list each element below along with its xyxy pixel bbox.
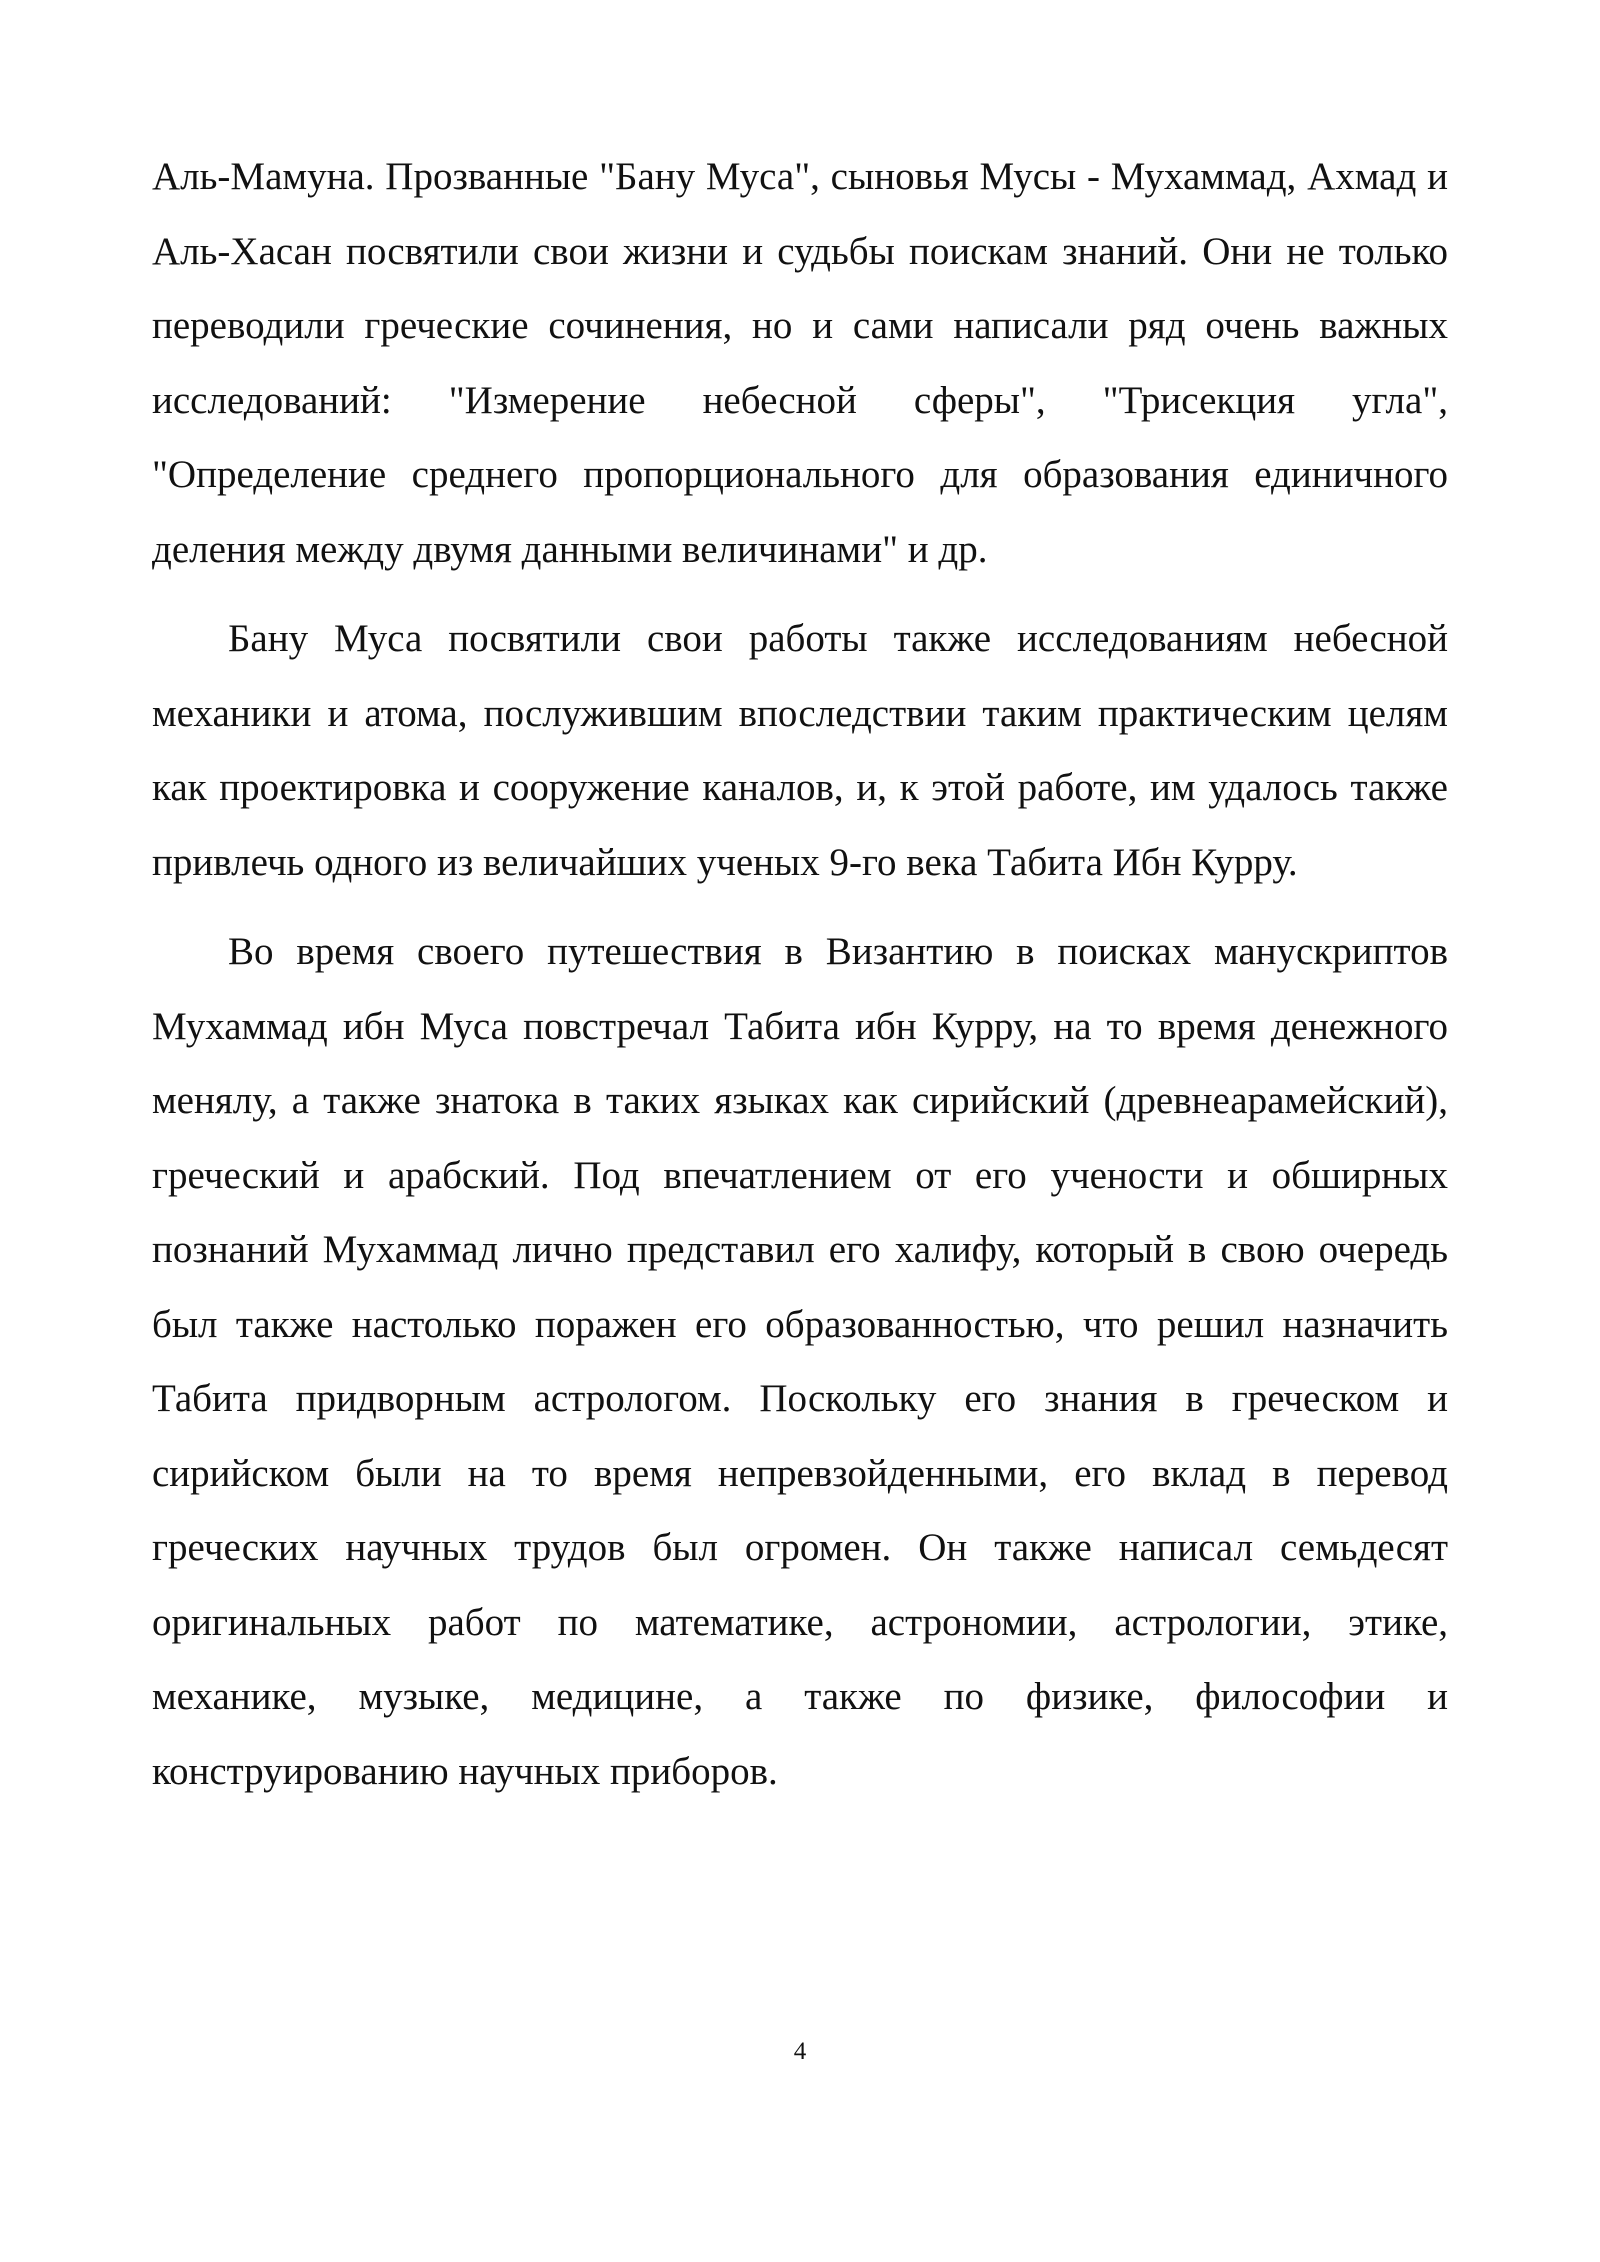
paragraph-2: Бану Муса посвятили свои работы также исследованиям небесной механики и атома, послужившим впоследствии таким практическим целям как проектировка и сооружение каналов, и, к этой работе, им удалось также привлечь одного из величайших ученых 9-го века Табита Ибн Курру. xyxy=(152,617,1448,884)
paragraph-1: Аль-Мамуна. Прозванные "Бану Муса", сыновья Мусы - Мухаммад, Ахмад и Аль-Хасан посвятили свои жизни и судьбы поискам знаний. Они не только переводили греческие сочинения, но и сами написали ряд очень важных исследований: "Измерение небесной сферы", "Трисекция угла", "Определение среднего пропорционального для образования единичного деления между двумя данными величинами" и др. xyxy=(152,155,1448,571)
paragraph-3: Во время своего путешествия в Византию в поисках манускриптов Мухаммад ибн Муса повстречал Табита ибн Курру, на то время денежного менялу, а также знатока в таких языках как сирийский (древнеарамейский), греческий и арабский. Под впечатлением от его учености и обширных познаний Мухаммад лично представил его халифу, который в свою очередь был также настолько поражен его образованностью, что решил назначить Табита придворным астрологом. Поскольку его знания в греческом и сирийском были на то время непревзойденными, его вклад в перевод греческих научных трудов был огромен. Он также написал семьдесят оригинальных работ по математике, астрономии, астрологии, этике, механике, музыке, медицине, а также по физике, философии и конструированию научных приборов. xyxy=(152,930,1448,1793)
text-body xyxy=(152,140,1448,1824)
page-number: 4 xyxy=(793,2038,807,2065)
